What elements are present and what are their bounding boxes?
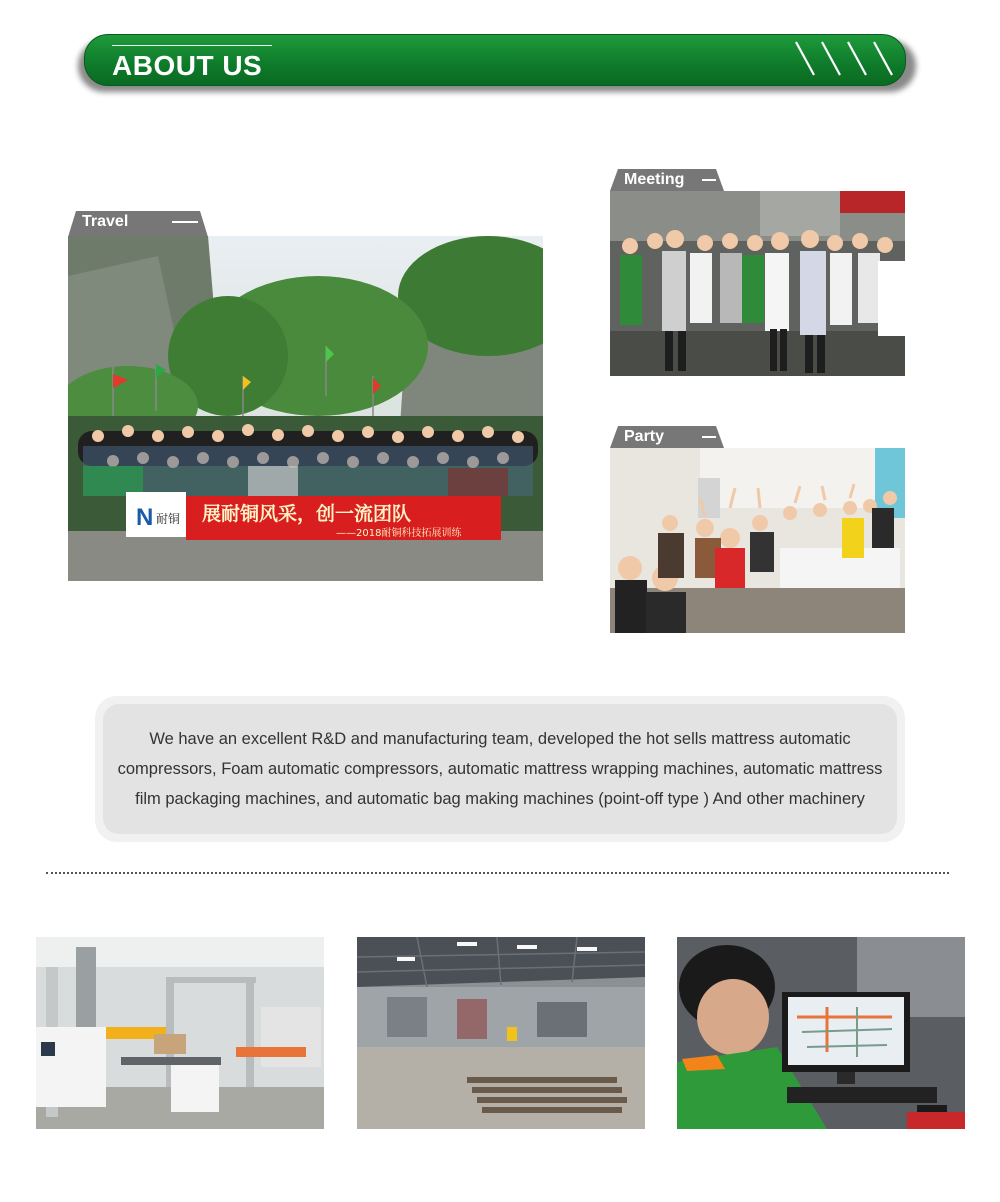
party-photo [610, 448, 905, 633]
tag-meeting [610, 169, 724, 191]
tag-travel [68, 211, 208, 233]
tag-travel-label: Travel [82, 213, 129, 230]
meeting-photo [610, 191, 905, 376]
banner-slogan: 展耐铜风采，创一流团队 [202, 503, 412, 525]
page-title: ABOUT US [112, 50, 263, 81]
banner-rule [112, 45, 272, 46]
slash-decoration-icon [792, 40, 900, 78]
tag-dash [172, 221, 198, 223]
tag-dash [702, 179, 716, 181]
description-text: We have an excellent R&D and manufacturing team, developed the hot sells mattress automatic compressors, Foam automatic compressors, automatic mattress wrapping machines, automatic mattress film packaging machines, and automatic bag making machines (point-off type ) And other machinery [117, 730, 883, 808]
tag-dash [702, 436, 716, 438]
engineer-cad-photo [677, 937, 965, 1129]
banner-subtitle: ——2018耐铜科技拓展训练 [336, 528, 462, 539]
travel-group-photo [68, 236, 543, 581]
description-box [103, 704, 897, 834]
tag-meeting-label: Meeting [624, 171, 685, 188]
banner-brand-letter: N [136, 504, 154, 531]
tag-party [610, 426, 724, 448]
tag-party-label: Party [624, 428, 665, 445]
dotted-divider [46, 872, 949, 874]
banner-brand-text: 耐铜 [156, 512, 181, 526]
workshop-photo [357, 937, 645, 1129]
factory-machine-photo [36, 937, 324, 1129]
